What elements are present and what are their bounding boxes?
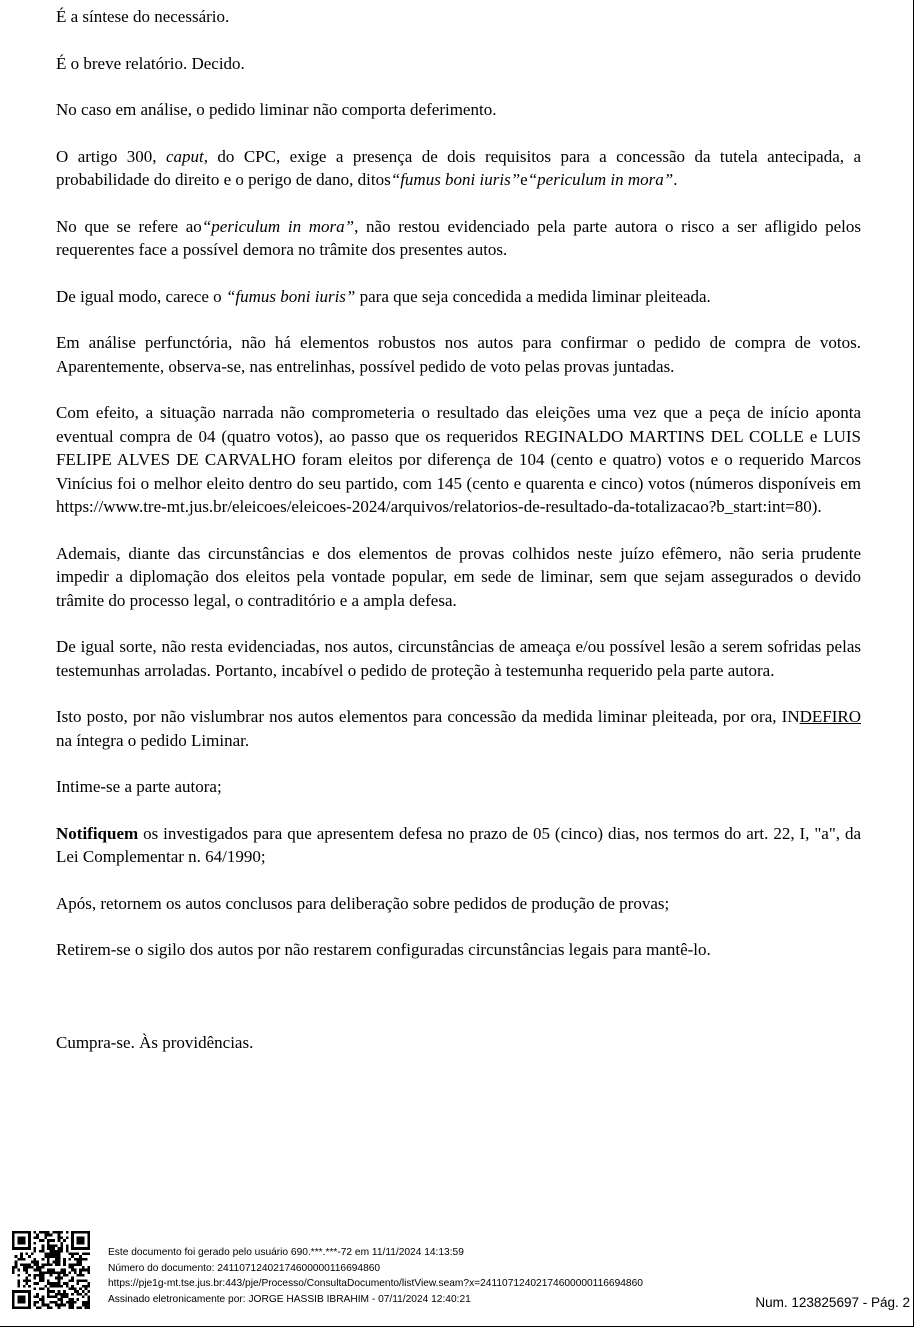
paragraph-8: Com efeito, a situação narrada não comprometeria o resultado das eleições uma vez que a peça de início aponta eventual compra de 04 (quatro votos), ao passo que os requeridos REGINALDO MARTINS DEL COLLE e LUIS FELIPE ALVES DE CARVALHO foram eleitos por diferença de 104 (cento e quatro) votos e o requerido Marcos Vinícius foi o melhor eleito dentro do seu partido, com 145 (cento e quarenta e cinco) votos (números disponíveis em https://www.tre-mt.jus.br/eleicoes/eleicoes-2024/arquivos/relatorios-de-resultado-da-totalizacao?b_start:int=80).: [56, 403, 861, 516]
paragraph-10: De igual sorte, não resta evidenciadas, nos autos, circunstâncias de ameaça e/ou possível lesão a serem sofridas pelas testemunhas arroladas. Portanto, incabível o pedido de proteção à testemunha requerido pela parte autora.: [56, 637, 861, 680]
paragraph-12: Intime-se a parte autora;: [56, 777, 222, 796]
qr-code-icon: [12, 1231, 90, 1309]
footer-document-number: Número do documento: 24110712402174600000116694860: [108, 1262, 381, 1274]
p4-fumus: “fumus boni iuris”: [390, 170, 521, 189]
footer-signature: Assinado eletronicamente por: JORGE HASSIB IBRAHIM - 07/11/2024 12:40:21: [108, 1293, 471, 1305]
p5-periculum: “periculum in mora”: [201, 216, 355, 236]
paragraph-15: Retirem-se o sigilo dos autos por não restarem configuradas circunstâncias legais para mantê-lo.: [56, 940, 711, 959]
paragraph-4: [56, 145, 861, 192]
paragraph-6: [56, 285, 861, 309]
p11-text-c: na íntegra o pedido Liminar.: [56, 730, 250, 750]
document-footer: [108, 1245, 643, 1307]
paragraph-11: [56, 705, 861, 752]
p6-text-a: De igual modo, carece o: [56, 286, 226, 306]
page-number: Num. 123825697 - Pág. 2: [755, 1295, 910, 1310]
p13-text-b: os investigados para que apresentem defesa no prazo de 05 (cinco) dias, nos termos do art. 22, I, "a", da Lei Complementar n. 64/1990;: [56, 823, 861, 866]
p13-notifiquem: Notifiquem: [56, 823, 139, 843]
p4-periculum: “periculum in mora”: [527, 170, 674, 189]
paragraph-13: [56, 822, 861, 869]
paragraph-16: Cumpra-se. Às providências.: [56, 1032, 254, 1052]
p5-text-c: , não restou evidenciado pela parte autora o risco a ser afligido pelos requerentes face a possível demora no trâmite dos presentes autos.: [56, 216, 861, 259]
paragraph-9: Ademais, diante das circunstâncias e dos elementos de provas colhidos neste juízo efêmero, não seria prudente impedir a diplomação dos eleitos pela vontade popular, em sede de liminar, sem que sejam assegurados o devido trâmite do processo legal, o contraditório e a ampla defesa.: [56, 543, 861, 610]
paragraph-7: Em análise perfunctória, não há elementos robustos nos autos para confirmar o pedido de compra de votos. Aparentemente, observa-se, nas entrelinhas, possível pedido de voto pelas provas juntadas.: [56, 333, 861, 376]
p11-text-a: Isto posto, por não vislumbrar nos autos elementos para concessão da medida liminar pleiteada, por ora, IN: [56, 707, 800, 726]
paragraph-14: Após, retornem os autos conclusos para deliberação sobre pedidos de produção de provas;: [56, 893, 670, 913]
paragraph-3: No caso em análise, o pedido liminar não comporta deferimento.: [56, 100, 497, 119]
footer-generated-by: Este documento foi gerado pelo usuário 690.***.***-72 em 11/11/2024 14:13:59: [108, 1247, 464, 1258]
p4-text-a: O artigo 300,: [56, 146, 166, 166]
p6-fumus: “fumus boni iuris”: [225, 286, 356, 306]
p6-text-c: para que seja concedida a medida liminar pleiteada.: [355, 286, 711, 306]
paragraph-2: É o breve relatório. Decido.: [56, 53, 245, 73]
p4-text-e: e: [520, 170, 528, 189]
p5-text-a: No que se refere ao: [56, 216, 202, 236]
p4-text-g: .: [673, 170, 678, 189]
p11-defiro: DEFIRO: [799, 707, 861, 726]
document-body: [56, 5, 861, 1077]
paragraph-1: É a síntese do necessário.: [56, 7, 230, 26]
p4-text-c: , do CPC, exige a presença de dois requisitos para a concessão da tutela antecipada, a probabilidade do direito e o perigo de dano, ditos: [56, 146, 861, 189]
footer-url: https://pje1g-mt.tse.jus.br:443/pje/Processo/ConsultaDocumento/listView.seam?x=24110712402174600000116694860: [108, 1278, 643, 1289]
p4-caput: caput: [165, 146, 204, 166]
paragraph-5: [56, 215, 861, 262]
